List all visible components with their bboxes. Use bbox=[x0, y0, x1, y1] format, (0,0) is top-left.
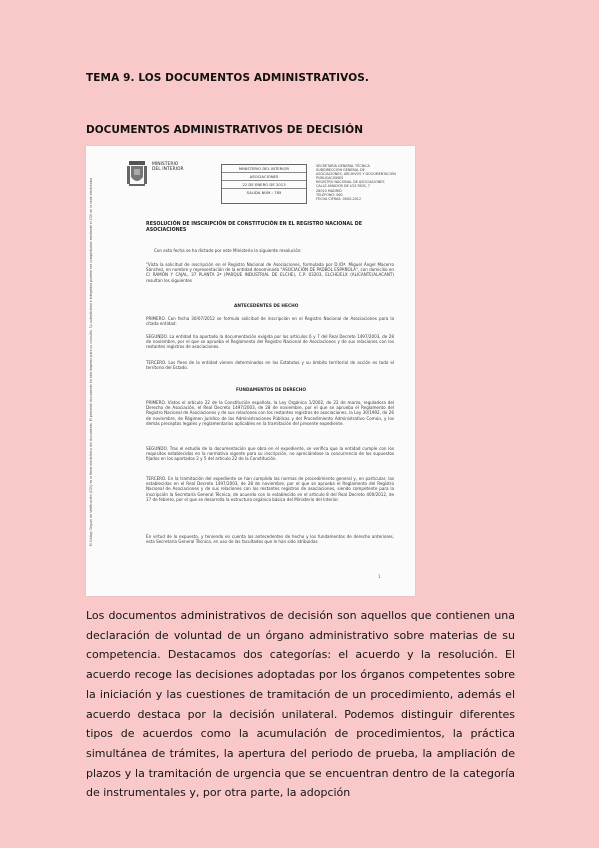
scanned-resolution-image bbox=[86, 146, 415, 596]
fundamento-primero: PRIMERO. Vistos el artículo 22 de la Constitución española, la Ley Orgánica 1/2002, de 22 de marzo, reguladora del Derecho de Asociación, el Real Decreto 1497/2003, de 28 de noviembre, por el que se aprueba el Reglamento del Registro Nacional de Asociaciones y de sus relaciones con los restantes registros de asociaciones, la Ley 30/1992, de 26 de noviembre, de Régimen Jurídico de las Administraciones Públicas y del Procedimiento Administrativo Común, y los demás preceptos legales y reglamentarios aplicables en la tramitación del presente expediente. bbox=[146, 400, 394, 426]
fundamento-segundo: SEGUNDO. Tras el estudio de la documentación que obra en el expediente, se verifica que la entidad cumple con los requisitos establecidos en la normativa vigente para su inscripción, no apreciándose la concurrencia de los supuestos fijados en los apartados 2 y 5 del artículo 22 de la Constitución. bbox=[146, 446, 394, 462]
antecedente-primero: PRIMERO. Con fecha 30/07/2012 se formula solicitud de inscripción en el Registro Nacional de Asociaciones para la citada entidad. bbox=[146, 316, 394, 327]
fundamentos-title: FUNDAMENTOS DE DERECHO bbox=[236, 388, 307, 393]
scan-page-number: 1 bbox=[378, 574, 381, 579]
antecedentes-title: ANTECEDENTES DE HECHO bbox=[234, 304, 299, 309]
registry-line: SALIDA NÚM.: 785 bbox=[246, 190, 282, 195]
scan-closing: En virtud de lo expuesto, y teniendo en cuenta los antecedentes de hecho y los fundamentos de derecho anteriores, esta Secretaría General Técnica, en uso de las facultades que le han sido atribuidas bbox=[146, 534, 394, 545]
registry-line: 22 DE ENERO DE 2013 bbox=[222, 181, 306, 189]
antecedente-tercero: TERCERO. Los fines de la entidad vienen determinados en los Estatutos y su ámbito territorial de acción es todo el territorio del Estado. bbox=[146, 360, 394, 371]
antecedente-segundo: SEGUNDO. La entidad ha aportado la documentación exigida por los artículos 6 y 7 del Real Decreto 1497/2003, de 28 de noviembre, por el que se aprueba el Reglamento del Registro Nacional de Asociaciones y de sus relaciones con los restantes registros de asociaciones. bbox=[146, 334, 394, 350]
scan-intro: Con esta fecha se ha dictado por este Ministerio la siguiente resolución: bbox=[154, 248, 302, 253]
secretariat-line: REGISTRO NACIONAL DE ASOCIACIONES bbox=[316, 180, 385, 185]
secretariat-line: SECRETARÍA GENERAL TÉCNICA bbox=[316, 164, 370, 168]
secretariat-line: 28010 MADRID bbox=[316, 188, 342, 193]
registry-line: ASOCIACIONES bbox=[222, 173, 306, 181]
section-heading: DOCUMENTOS ADMINISTRATIVOS DE DECISIÓN bbox=[86, 124, 363, 136]
registry-stamp bbox=[221, 164, 307, 204]
body-paragraph: Los documentos administrativos de decisión son aquellos que contienen una declaración de voluntad de un órgano administrativo sobre materias de su competencia. Destacamos dos categorías: el acuerdo y la resolución. El acuerdo recoge las decisiones adoptadas por los órganos competentes sobre la iniciación y las cuestiones de tramitación de un procedimiento, además el acuerdo destaca por la decisión unilateral. Podemos distinguir diferentes tipos de acuerdos como la acumulación de procedimientos, la práctica simultánea de trámites, la apertura del periodo de prueba, la ampliación de plazos y la tramitación de urgencia que se encuentran dentro de la categoría de instrumentales y, por otra parte, la adopción bbox=[86, 609, 515, 800]
secretariat-block bbox=[316, 164, 408, 201]
ministry-line: MINISTERIO bbox=[152, 162, 179, 167]
secretariat-line: FECHA CIFRAS: 0000-2012 bbox=[316, 196, 362, 201]
page-heading: TEMA 9. LOS DOCUMENTOS ADMINISTRATIVOS. bbox=[86, 72, 369, 84]
secretariat-line: ASOCIACIONES, ARCHIVOS Y DOCUMENTACIÓN bbox=[316, 172, 396, 177]
fundamento-tercero: TERCERO. En la tramitación del expediente se han cumplido las normas de procedimiento general y, en particular, las establecidas en el Real Decreto 1497/2003, de 28 de noviembre, por el que se aprueba el Reglamento del Registro Nacional de Asociaciones y de sus relaciones con los restantes registros de asociaciones, siendo competente para la inscripción la Secretaría General Técnica, de acuerdo con lo establecido en el artículo 8 del Real Decreto 400/2012, de 17 de febrero, por el que se desarrolla la estructura orgánica básica del Ministerio del Interior. bbox=[146, 476, 394, 502]
scan-side-note: El Código Seguro de Verificación (CSV) es la firma electrónica del documento. El presente documento ha sido impreso para su consulta. Su autenticidad e integridad pueden ser comprobadas mediante el CSV en la sede electrónica bbox=[89, 177, 93, 546]
ministry-label bbox=[152, 162, 184, 173]
registry-line: MINISTERIO DEL INTERIOR bbox=[222, 165, 306, 173]
scan-vista: "Vista la solicitud de inscripción en el Registro Nacional de Asociaciones, formulada por D./Dª. Miguel Ángel Macerro Sánchez, en nombre y representación de la entidad denominada "ASOCIACIÓN DE PADBOL ESPAÑOLA", con domicilio en C/ RAMÓN Y CAJAL, 37 PLANTA 2ª (PARQUE INDUSTRIAL DE ELCHE), C.P. 03203, ELCHE/ELX (ALICANTE/ALACANT) resultan los siguientes bbox=[146, 262, 394, 283]
secretariat-line: TELÉFONO: 060 bbox=[316, 192, 343, 197]
secretariat-line: PUBLICACIONES bbox=[316, 176, 344, 181]
ministry-line: DEL INTERIOR bbox=[152, 167, 184, 173]
resolution-title: RESOLUCIÓN DE INSCRIPCIÓN DE CONSTITUCIÓN EN EL REGISTRO NACIONAL DE ASOCIACIONES bbox=[146, 222, 363, 233]
secretariat-line: SUBDIRECCIÓN GENERAL DE bbox=[316, 168, 365, 173]
secretariat-line: CALLE AMADOR DE LOS RÍOS, 7 bbox=[316, 184, 370, 189]
coat-of-arms-icon bbox=[126, 160, 148, 188]
